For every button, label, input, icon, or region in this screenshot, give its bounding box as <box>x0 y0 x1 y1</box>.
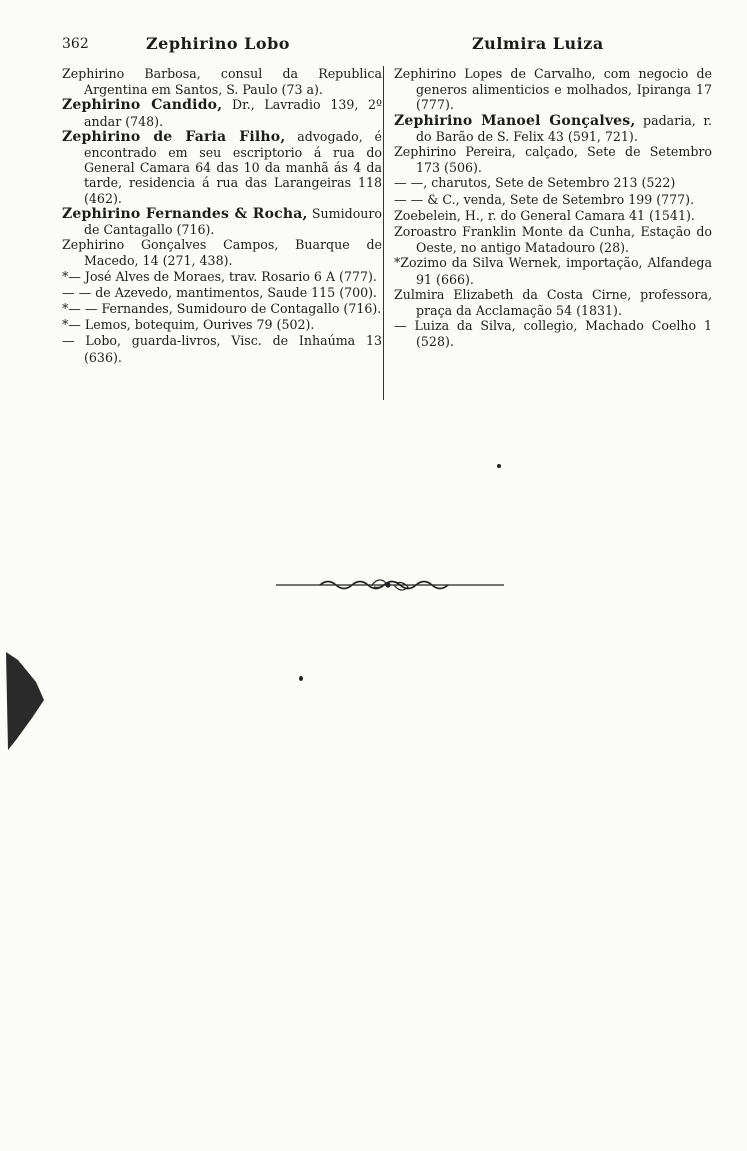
entry-marker: *— — <box>62 301 98 317</box>
entry-text: Lemos, botequim, Ourives 79 (502). <box>80 317 315 333</box>
directory-entry <box>394 66 712 113</box>
entry-text: José Alves de Moraes, trav. Rosario 6 A (777). <box>80 268 377 284</box>
entry-text: Zephirino Lopes de Carvalho, com negocio de generos alimenticios e molhados, Ipiranga 17 (777). <box>394 66 712 113</box>
entry-marker: *— <box>62 317 81 333</box>
entry-text: advogado, é encontrado em seu escriptorio á rua do General Camara 64 das 10 da manhã ás 4 da tarde, residencia á rua das Larangeiras 118 (462). <box>84 128 382 206</box>
directory-entry <box>394 175 712 191</box>
binding-edge-mark <box>6 652 46 752</box>
directory-entry <box>394 318 712 349</box>
entry-name: Zephirino Fernandes & Rocha, <box>62 205 308 222</box>
decorative-rule-ornament <box>276 572 504 598</box>
entry-marker: — — <box>394 191 424 207</box>
entry-text: de Azevedo, mantimentos, Saude 115 (700). <box>91 284 378 300</box>
entry-text: & C., venda, Sete de Setembro 199 (777). <box>423 191 695 207</box>
left-column <box>62 66 382 365</box>
entry-marker: — —, <box>394 175 428 191</box>
ink-speck <box>497 464 501 468</box>
entry-text: Lobo, guarda-livros, Visc. de Inhaúma 13 (636). <box>74 333 382 365</box>
entry-text: Zozimo da Silva Wernek, importação, Alfandega 91 (666). <box>400 255 712 287</box>
entry-text: Sumidouro de Cantagallo (716). <box>84 205 382 238</box>
directory-entry <box>62 317 382 333</box>
entry-text: Zephirino Barbosa, consul da Republica Argentina em Santos, S. Paulo (73 a). <box>62 66 382 98</box>
directory-entry <box>62 206 382 237</box>
directory-entry <box>394 287 712 318</box>
entry-text: Zoroastro Franklin Monte da Cunha, Estação do Oeste, no antigo Matadouro (28). <box>394 224 712 256</box>
page-number: 362 <box>62 36 89 52</box>
column-divider <box>383 66 384 400</box>
entry-name: Zephirino de Faria Filho, <box>62 128 286 145</box>
entry-marker: — — <box>62 284 92 300</box>
directory-entry <box>62 285 382 301</box>
entry-text: Fernandes, Sumidouro de Contagallo (716). <box>97 301 382 317</box>
entry-marker: *— <box>62 268 81 284</box>
entry-text: Luiza da Silva, collegio, Machado Coelho 1 (528). <box>406 318 712 350</box>
directory-entry <box>62 333 382 364</box>
entry-text: Zephirino Gonçalves Campos, Buarque de Macedo, 14 (271, 438). <box>62 237 382 269</box>
directory-entry <box>394 208 712 224</box>
entry-marker: — <box>62 333 75 349</box>
directory-entry <box>62 97 382 128</box>
entry-name: Zephirino Candido, <box>62 97 223 114</box>
directory-entry <box>62 269 382 285</box>
running-head-right: Zulmira Luiza <box>472 34 604 53</box>
entry-text: Dr., Lavradio 139, 2º andar (748). <box>84 97 382 129</box>
directory-entry <box>62 237 382 268</box>
entry-text: Zephirino Pereira, calçado, Sete de Setembro 173 (506). <box>394 144 712 176</box>
directory-entry <box>394 113 712 144</box>
running-head-left: Zephirino Lobo <box>146 34 290 53</box>
entry-text: Zulmira Elizabeth da Costa Cirne, professora, praça da Acclamação 54 (1831). <box>394 286 712 319</box>
directory-entry <box>62 66 382 97</box>
directory-entry <box>62 301 382 317</box>
directory-entry <box>62 129 382 206</box>
ink-speck <box>299 676 303 681</box>
entry-name: Zephirino Manoel Gonçalves, <box>394 112 636 129</box>
right-column <box>394 66 712 350</box>
entry-marker: * <box>394 255 401 271</box>
entry-text: charutos, Sete de Setembro 213 (522) <box>427 175 676 191</box>
directory-entry <box>394 144 712 175</box>
directory-entry <box>394 192 712 208</box>
entry-marker: — <box>394 318 407 334</box>
entry-text: Zoebelein, H., r. do General Camara 41 (1541). <box>394 207 695 223</box>
entry-text: padaria, r. do Barão de S. Felix 43 (591, 721). <box>416 112 712 144</box>
directory-entry <box>394 255 712 286</box>
directory-entry <box>394 224 712 255</box>
